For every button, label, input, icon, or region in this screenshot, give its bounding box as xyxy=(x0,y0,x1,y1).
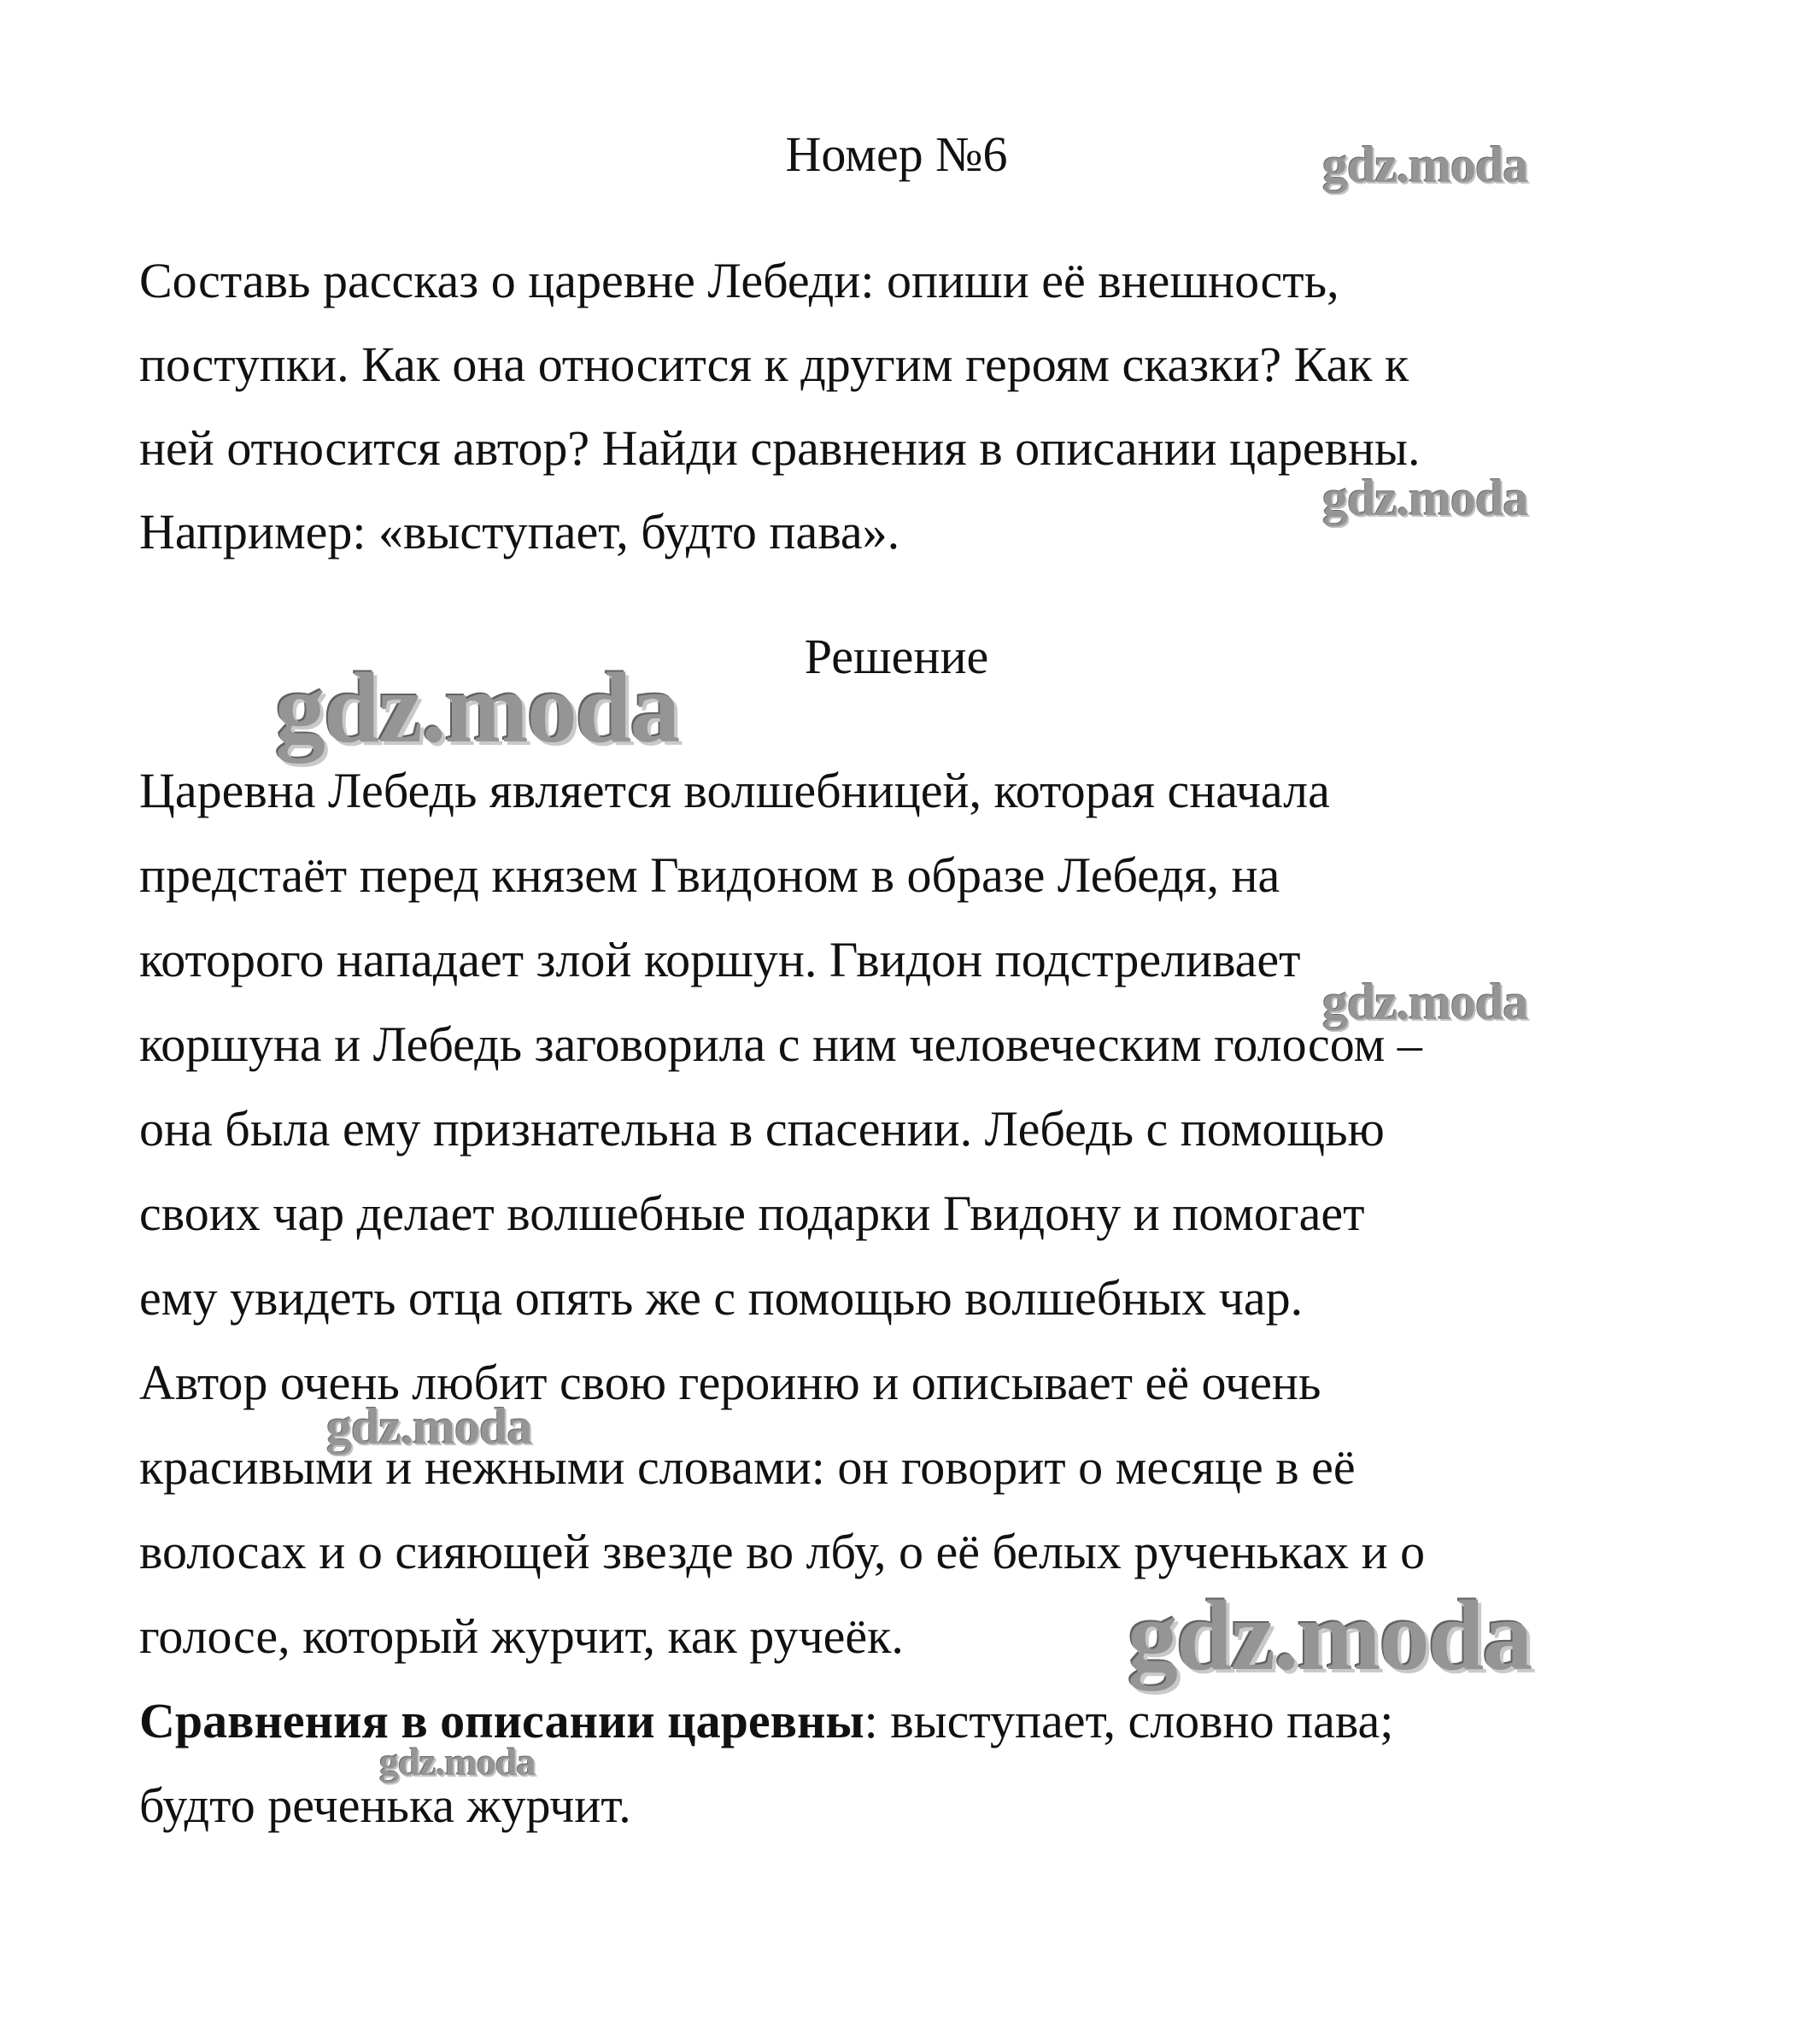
watermark-logo: gdz.moda xyxy=(1322,974,1528,1030)
solution-heading: Решение xyxy=(804,629,989,684)
task-line: ней относится автор? Найди сравнения в описании царевны. xyxy=(139,420,1421,476)
comparisons-text: : выступает, словно пава; xyxy=(864,1693,1394,1748)
task-line: Например: «выступает, будто пава». xyxy=(139,504,900,559)
comparisons-line-continued: будто реченька журчит. xyxy=(139,1778,631,1833)
answer-line: коршуна и Лебедь заговорила с ним человеческим голосом – xyxy=(139,1016,1422,1072)
watermark-logo: gdz.moda xyxy=(1322,470,1528,526)
answer-line: Автор очень любит свою героиню и описывает её очень xyxy=(139,1355,1321,1410)
task-line: поступки. Как она относится к другим героям сказки? Как к xyxy=(139,337,1409,392)
answer-line: волосах и о сияющей звезде во лбу, о её белых рученьках и о xyxy=(139,1524,1426,1579)
answer-line: своих чар делает волшебные подарки Гвидону и помогает xyxy=(139,1186,1365,1241)
watermark-logo: gdz.moda xyxy=(326,1398,532,1455)
answer-line: которого нападает злой коршун. Гвидон подстреливает xyxy=(139,932,1301,987)
answer-line: она была ему признательна в спасении. Лебедь с помощью xyxy=(139,1101,1385,1157)
answer-line: ему увидеть отца опять же с помощью волшебных чар. xyxy=(139,1270,1304,1326)
watermark-logo: gdz.moda xyxy=(275,652,679,764)
task-line: Составь рассказ о царевне Лебеди: опиши её внешность, xyxy=(139,253,1339,308)
answer-line: красивыми и нежными словами: он говорит о месяце в её xyxy=(139,1439,1356,1495)
watermark-logo: gdz.moda xyxy=(379,1740,536,1783)
answer-line: голосе, который журчит, как ручеёк. xyxy=(139,1608,904,1664)
page-title: Номер №6 xyxy=(785,126,1008,182)
answer-line: Царевна Лебедь является волшебницей, которая сначала xyxy=(139,763,1330,818)
watermark-logo: gdz.moda xyxy=(1322,137,1528,193)
watermark-logo: gdz.moda xyxy=(1128,1579,1532,1691)
answer-line: предстаёт перед князем Гвидоном в образе Лебедя, на xyxy=(139,847,1280,903)
comparisons-label: Сравнения в описании царевны xyxy=(139,1693,864,1748)
